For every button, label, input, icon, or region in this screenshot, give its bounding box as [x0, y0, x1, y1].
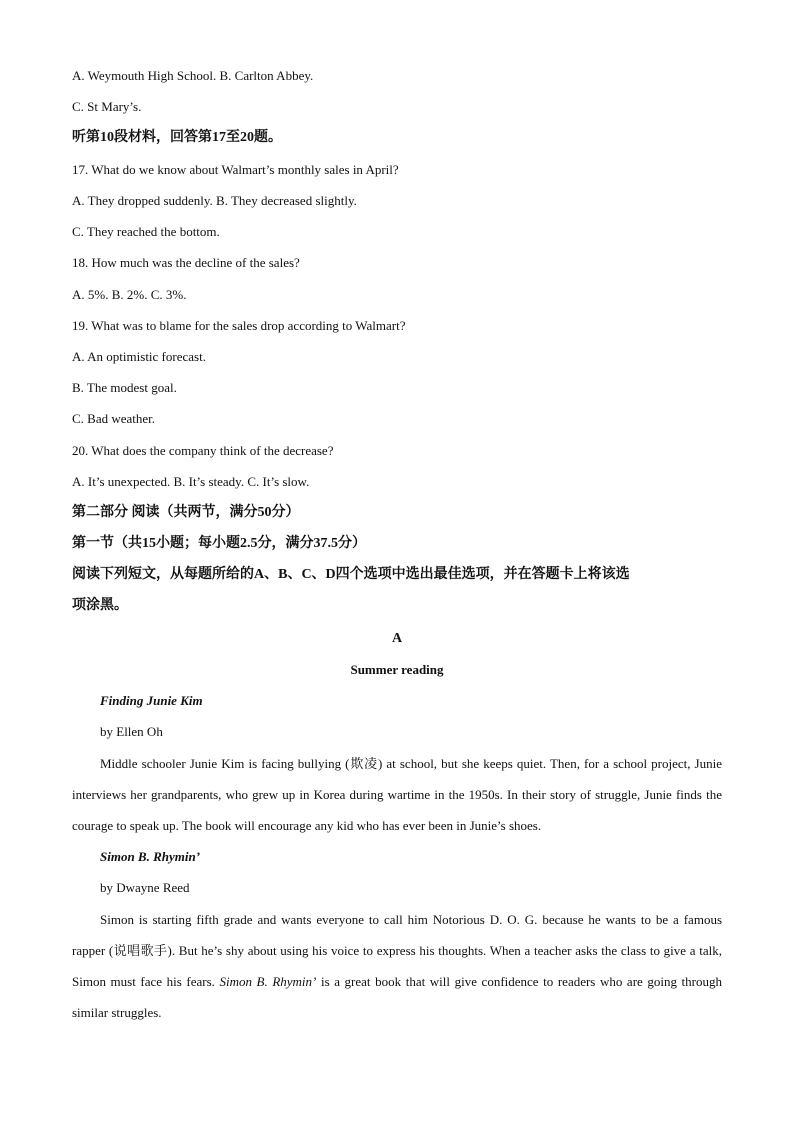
instruction-line-2: 项涂黑。: [72, 598, 128, 613]
q20-stem: 20. What does the company think of the decrease?: [72, 443, 334, 458]
q16-option-c: C. St Mary’s.: [72, 99, 142, 114]
part-2-heading: 第二部分 阅读（共两节，满分50分）: [72, 505, 300, 520]
book-1-text: Middle schooler Junie Kim is facing bullying (欺凌) at school, but she keeps quiet. Then, for a school project, Junie interviews her grandparents, who grew up in Korea during wartime in the 1950s. In their story of struggle, Junie finds the courage to speak up. The book will encourage any kid who has ever been in Junie’s shoes.: [72, 756, 722, 833]
q20-options: A. It’s unexpected. B. It’s steady. C. It’s slow.: [72, 474, 310, 489]
q18-options: A. 5%. B. 2%. C. 3%.: [72, 287, 187, 302]
book-1-author: by Ellen Oh: [100, 724, 163, 739]
book-2-title-inline: Simon B. Rhymin’: [219, 974, 317, 989]
section-10-heading: 听第10段材料，回答第17至20题。: [72, 130, 282, 145]
book-2-text-before: Simon is starting fifth grade and wants everyone to call him Notorious D. O. G. because he wants to be a famous rapper (说唱歌手). But he’s shy about using his voice to express his thoughts. When a teacher asks the class to give a talk, Simon must face his fears.: [72, 912, 722, 989]
book-1-title: Finding Junie Kim: [100, 693, 203, 708]
book-2-author: by Dwayne Reed: [100, 880, 190, 895]
q19-option-b: B. The modest goal.: [72, 380, 177, 395]
instruction-line-1: 阅读下列短文，从每题所给的A、B、C、D四个选项中选出最佳选项，并在答题卡上将该选: [72, 567, 630, 582]
q19-option-a: A. An optimistic forecast.: [72, 349, 206, 364]
q17-option-c: C. They reached the bottom.: [72, 224, 220, 239]
q19-stem: 19. What was to blame for the sales drop according to Walmart?: [72, 318, 406, 333]
passage-letter: A: [391, 631, 403, 646]
q17-options-ab: A. They dropped suddenly. B. They decreased slightly.: [72, 193, 357, 208]
book-2-text-after: is a great book that will give confidence to readers who are going through similar struggles.: [72, 974, 723, 1020]
book-2-title: Simon B. Rhymin’: [100, 849, 201, 864]
q19-option-c: C. Bad weather.: [72, 411, 156, 426]
q17-stem: 17. What do we know about Walmart’s monthly sales in April?: [72, 162, 399, 177]
passage-title: Summer reading: [350, 662, 444, 677]
section-1-heading: 第一节（共15小题；每小题2.5分，满分37.5分）: [72, 536, 366, 551]
q18-stem: 18. How much was the decline of the sales?: [72, 255, 300, 270]
book-2-description: [72, 904, 722, 1028]
q16-options-ab: A. Weymouth High School. B. Carlton Abbey.: [72, 68, 314, 83]
book-1-description: [72, 748, 722, 841]
